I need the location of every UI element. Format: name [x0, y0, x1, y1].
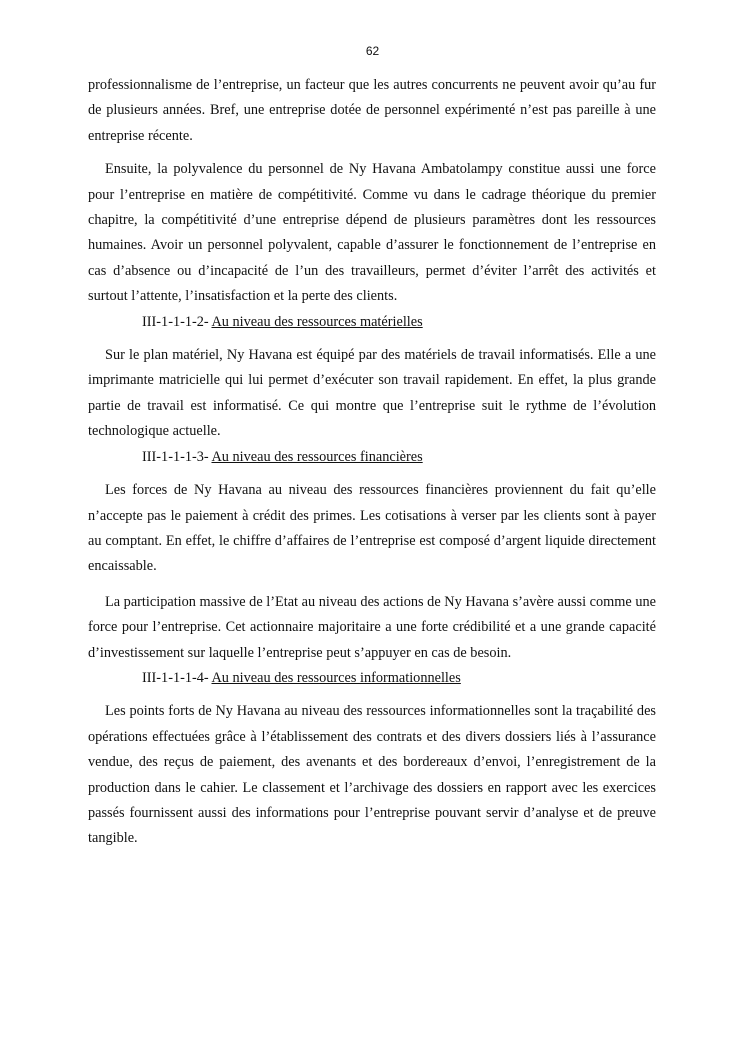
heading-informational-resources: [88, 666, 656, 691]
paragraph-financial: Les forces de Ny Havana au niveau des ressources financières proviennent du fait qu’elle n’accepte pas le paiement à crédit des primes. Les cotisations à verser par les clients sont à payer au comptant. En effet, le chiffre d’affaires de l’entreprise est composé d’argent liquide directement encaissable.: [88, 482, 656, 575]
paragraph-state-participation: La participation massive de l’Etat au niveau des actions de Ny Havana s’avère aussi comme une force pour l’entreprise. Cet actionnaire majoritaire a une forte crédibilité et a une grande capacité d’investissement sur laquelle l’entreprise peut s’appuyer en cas de besoin.: [88, 593, 656, 661]
paragraph-material: Sur le plan matériel, Ny Havana est équipé par des matériels de travail informatisés. Elle a une imprimante matricielle qui lui permet d’exécuter son travail rapidement. En effet, la plus grande partie de travail est informatisé. Ce qui montre que l’entreprise suit le rythme de l’évolution technologique actuelle.: [88, 347, 656, 440]
heading-number: III-1-1-1-2-: [142, 313, 209, 330]
heading-financial-resources: [88, 445, 656, 470]
paragraph-versatility: Ensuite, la polyvalence du personnel de Ny Havana Ambatolampy constitue aussi une force pour l’entreprise en matière de compétitivité. Comme vu dans le cadrage théorique du premier chapitre, la compétitivité d’une entreprise dépend de plusieurs paramètres dont les ressources humaines. Avoir un personnel polyvalent, capable d’assurer le fonctionnement de l’entreprise en cas d’absence ou d’incapacité de l’un des travailleurs, permet d’éviter l’arrêt des activités et surtout l’attente, l’insatisfaction et la perte des clients.: [88, 161, 656, 305]
heading-material-resources: [88, 310, 656, 335]
page-number: 62: [365, 44, 380, 58]
heading-title: Au niveau des ressources informationnelles: [211, 669, 461, 686]
heading-number: III-1-1-1-4-: [142, 669, 209, 686]
paragraph-professionalism: professionnalisme de l’entreprise, un facteur que les autres concurrents ne peuvent avoir qu’au fur de plusieurs années. Bref, une entreprise dotée de personnel expérimenté n’est pas pareille à une entreprise récente.: [88, 77, 656, 144]
heading-number: III-1-1-1-3-: [142, 448, 209, 465]
paragraph-informational: Les points forts de Ny Havana au niveau des ressources informationnelles sont la traçabilité des opérations effectuées grâce à l’établissement des contrats et des divers dossiers liés à l’assurance vendue, des reçus de paiement, des avenants et des bordereaux d’envoi, l’enregistrement de la production dans le cahier. Le classement et l’archivage des dossiers en rapport avec les exercices passés fournissent aussi des informations pour l’entreprise pouvant servir d’analyse et de preuve tangible.: [88, 703, 656, 847]
heading-title: Au niveau des ressources matérielles: [211, 313, 423, 330]
document-body: [88, 73, 656, 852]
heading-title: Au niveau des ressources financières: [211, 448, 423, 465]
